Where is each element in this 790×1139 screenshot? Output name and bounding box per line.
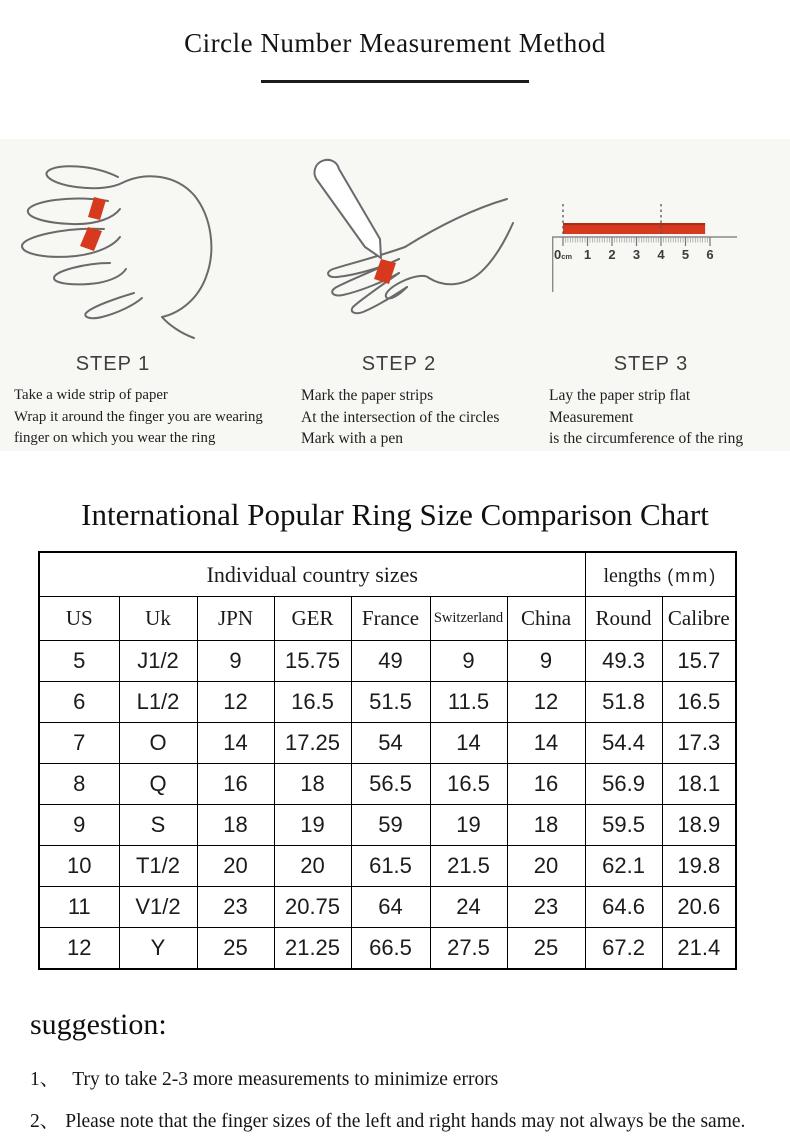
suggestion-item-text: Try to take 2-3 more measurements to minimize errors [72, 1069, 499, 1090]
column-header: China [507, 597, 585, 641]
column-header: Switzerland [430, 597, 507, 641]
table-cell: 61.5 [351, 846, 430, 887]
group-header-lengths [585, 552, 736, 597]
table-cell: 62.1 [585, 846, 662, 887]
table-cell: 18 [274, 764, 351, 805]
table-cell: 67.2 [585, 928, 662, 970]
table-cell: 64 [351, 887, 430, 928]
table-cell: 11.5 [430, 682, 507, 723]
table-cell: 21.4 [662, 928, 736, 970]
step-2-line-1: Mark the paper strips [301, 387, 434, 404]
table-cell: 16.5 [662, 682, 736, 723]
table-cell: 56.9 [585, 764, 662, 805]
paper-strip-mark [374, 259, 396, 284]
step-column-2 [285, 139, 535, 451]
hand-with-paper-strip-illustration [10, 147, 285, 347]
table-cell: 16.5 [430, 764, 507, 805]
suggestion-item-number: 2、 [30, 1111, 60, 1132]
table-cell: 7 [39, 723, 119, 764]
table-cell: 54 [351, 723, 430, 764]
lengths-label: lengths [603, 564, 662, 587]
title-underline [261, 80, 529, 83]
table-cell: 49 [351, 641, 430, 682]
table-cell: 21.5 [430, 846, 507, 887]
table-cell: 5 [39, 641, 119, 682]
column-header: Uk [119, 597, 197, 641]
table-cell: 8 [39, 764, 119, 805]
table-cell: 17.25 [274, 723, 351, 764]
table-cell: 10 [39, 846, 119, 887]
table-row [39, 723, 736, 764]
table-cell: 20.6 [662, 887, 736, 928]
column-header: Round [585, 597, 662, 641]
column-header: US [39, 597, 119, 641]
table-cell: 59 [351, 805, 430, 846]
table-row [39, 928, 736, 970]
step-2-label: STEP 2 [361, 353, 437, 375]
ruler-tick-label: 0cm [553, 247, 573, 262]
table-cell: 23 [507, 887, 585, 928]
column-header: France [351, 597, 430, 641]
table-cell: 51.8 [585, 682, 662, 723]
step-1-line-2: Wrap it around the finger you are wearing [14, 408, 263, 425]
table-cell: 66.5 [351, 928, 430, 970]
ruler-tick-label: 2 [608, 247, 616, 262]
table-cell: 14 [197, 723, 274, 764]
ruler-illustration [545, 147, 790, 347]
hand-marking-with-pen-illustration [293, 147, 535, 347]
table-cell: 25 [507, 928, 585, 970]
table-cell: 16 [507, 764, 585, 805]
table-cell: 16.5 [274, 682, 351, 723]
suggestion-item-number: 1、 [30, 1069, 60, 1090]
header [0, 0, 790, 83]
step-column-3 [535, 139, 790, 451]
table-cell: 19.8 [662, 846, 736, 887]
table-cell: T1/2 [119, 846, 197, 887]
suggestion-item [30, 1063, 762, 1091]
step-2-description [293, 385, 535, 450]
table-cell: 11 [39, 887, 119, 928]
table-cell: 20 [197, 846, 274, 887]
step-1-line-3: finger on which you wear the ring [14, 430, 216, 446]
table-cell: S [119, 805, 197, 846]
step-3-line-3: is the circumference of the ring [549, 430, 744, 447]
table-cell: 9 [39, 805, 119, 846]
step-3-line-2: Measurement [549, 408, 634, 426]
table-cell: 15.75 [274, 641, 351, 682]
table-cell: 15.7 [662, 641, 736, 682]
table-row [39, 764, 736, 805]
table-cell: 9 [430, 641, 507, 682]
table-cell: 25 [197, 928, 274, 970]
ruler-tick-label: 3 [632, 247, 641, 262]
table-row [39, 805, 736, 846]
page-title: Circle Number Measurement Method [184, 28, 606, 58]
ruler-ticks [563, 237, 710, 246]
table-cell: L1/2 [119, 682, 197, 723]
table-cell: 20 [507, 846, 585, 887]
table-cell: 20.75 [274, 887, 351, 928]
column-header: Calibre [662, 597, 736, 641]
table-cell: 21.25 [274, 928, 351, 970]
table-column-header-row [39, 597, 736, 641]
suggestion-item-text: Please note that the finger sizes of the left and right hands may not always be the same. [65, 1111, 746, 1132]
table-group-header-row [39, 552, 736, 597]
paper-strip-edge [563, 223, 705, 225]
column-header: JPN [197, 597, 274, 641]
table-cell: Q [119, 764, 197, 805]
table-cell: 14 [430, 723, 507, 764]
table-cell: 6 [39, 682, 119, 723]
table-cell: V1/2 [119, 887, 197, 928]
step-1-description [10, 385, 285, 450]
suggestion-title: suggestion: [30, 1008, 167, 1041]
step-2-line-3: Mark with a pen [301, 430, 404, 447]
ruler-tick-label: 5 [681, 247, 690, 262]
table-cell: 27.5 [430, 928, 507, 970]
ruler-tick-label: 4 [657, 247, 665, 262]
table-cell: 19 [430, 805, 507, 846]
table-cell: 9 [507, 641, 585, 682]
table-row [39, 682, 736, 723]
step-3-label: STEP 3 [613, 353, 689, 375]
step-3-line-1: Lay the paper strip flat [549, 387, 691, 404]
table-cell: 56.5 [351, 764, 430, 805]
ruler-tick-label: 6 [706, 247, 714, 262]
table-cell: O [119, 723, 197, 764]
step-column-1 [0, 139, 285, 451]
ruler-unit-label: cm [561, 252, 573, 261]
table-cell: 18 [197, 805, 274, 846]
step-2-line-2: At the intersection of the circles [301, 408, 500, 426]
table-cell: 17.3 [662, 723, 736, 764]
suggestion-item [30, 1105, 762, 1133]
table-cell: 54.4 [585, 723, 662, 764]
hand-pen-icon [293, 147, 527, 345]
group-header-country-sizes: Individual country sizes [39, 552, 585, 597]
pen-icon [315, 160, 381, 258]
table-row [39, 641, 736, 682]
table-cell: 12 [197, 682, 274, 723]
table-cell: 20 [274, 846, 351, 887]
chart-title: International Popular Ring Size Comparison Chart [81, 497, 709, 532]
ring-size-table [38, 551, 737, 970]
table-cell: 59.5 [585, 805, 662, 846]
table-cell: 19 [274, 805, 351, 846]
table-cell: 24 [430, 887, 507, 928]
step-1-line-1: Take a wide strip of paper [14, 387, 168, 403]
ruler-tick-label: 1 [583, 247, 592, 262]
table-cell: 23 [197, 887, 274, 928]
ruler-icon [549, 199, 739, 295]
table-cell: 9 [197, 641, 274, 682]
table-cell: 12 [39, 928, 119, 970]
table-cell: 12 [507, 682, 585, 723]
table-cell: 49.3 [585, 641, 662, 682]
table-cell: 64.6 [585, 887, 662, 928]
step-1-label: STEP 1 [75, 353, 151, 375]
table-cell: 14 [507, 723, 585, 764]
table-row [39, 887, 736, 928]
table-row [39, 846, 736, 887]
table-cell: 18.9 [662, 805, 736, 846]
suggestion-section [0, 970, 790, 1133]
hand-paper-strip-icon [10, 147, 242, 343]
step-3-description [545, 385, 790, 450]
paper-strip-on-ruler [563, 223, 705, 234]
table-cell: Y [119, 928, 197, 970]
table-cell: 18.1 [662, 764, 736, 805]
table-cell: 51.5 [351, 682, 430, 723]
ruler-tick-labels [554, 247, 714, 262]
lengths-unit: (mm) [667, 565, 718, 586]
table-cell: 18 [507, 805, 585, 846]
column-header: GER [274, 597, 351, 641]
table-cell: 16 [197, 764, 274, 805]
steps-section [0, 139, 790, 451]
table-cell: J1/2 [119, 641, 197, 682]
